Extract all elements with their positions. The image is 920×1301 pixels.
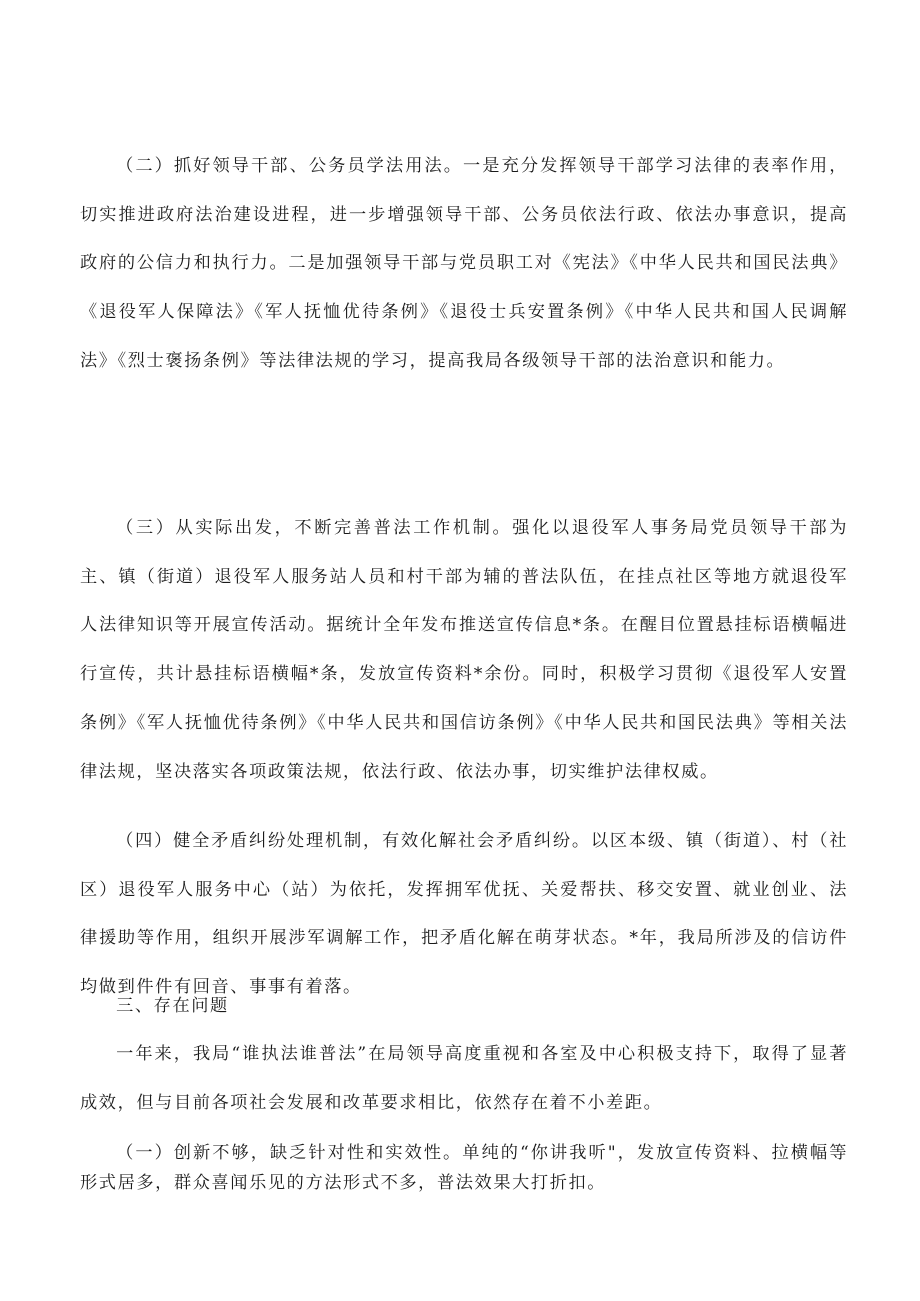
- paragraph-dispute-resolution: （四）健全矛盾纠纷处理机制，有效化解社会矛盾纠纷。以区本级、镇（街道）、村（社区）退役军人服务中心（站）为依托，发挥拥军优抚、关爱帮扶、移交安置、就业创业、法律援助等作用，组织开展涉军调解工作，把矛盾化解在萌芽状态。*年，我局所涉及的信访件均做到件件有回音、事事有着落。: [80, 831, 848, 998]
- paragraph-summary: 一年来，我局“谁执法谁普法”在局领导高度重视和各室及中心积极支持下，取得了显著成效，但与目前各项社会发展和改革要求相比，依然存在着不小差距。: [80, 1044, 848, 1113]
- section-heading-problems: 三、存在问题: [116, 996, 229, 1016]
- paragraph-legal-mechanism: （三）从实际出发，不断完善普法工作机制。强化以退役军人事务局党员领导干部为主、镇（街道）退役军人服务站人员和村干部为辅的普法队伍，在挂点社区等地方就退役军人法律知识等开展宣传活动。据统计全年发布推送宣传信息*条。在醒目位置悬挂标语横幅进行宣传，共计悬挂标语横幅*条，发放宣传资料*余份。同时，积极学习贯彻《退役军人安置条例》《军人抚恤优待条例》《中华人民共和国信访条例》《中华人民共和国民法典》等相关法律法规，坚决落实各项政策法规，依法行政、依法办事，切实维护法律权威。: [80, 518, 848, 782]
- paragraph-issue-innovation: （一）创新不够，缺乏针对性和实效性。单纯的“你讲我听"，发放宣传资料、拉横幅等形式居多，群众喜闻乐见的方法形式不多，普法效果大打折扣。: [80, 1143, 848, 1193]
- paragraph-leaders-study-law: （二）抓好领导干部、公务员学法用法。一是充分发挥领导干部学习法律的表率作用，切实推进政府法治建设进程，进一步增强领导干部、公务员依法行政、依法办事意识，提高政府的公信力和执行力。二是加强领导干部与党员职工对《宪法》《中华人民共和国民法典》《退役军人保障法》《军人抚恤优待条例》《退役士兵安置条例》《中华人民共和国人民调解法》《烈士褒扬条例》等法律法规的学习，提高我局各级领导干部的法治意识和能力。: [80, 156, 848, 371]
